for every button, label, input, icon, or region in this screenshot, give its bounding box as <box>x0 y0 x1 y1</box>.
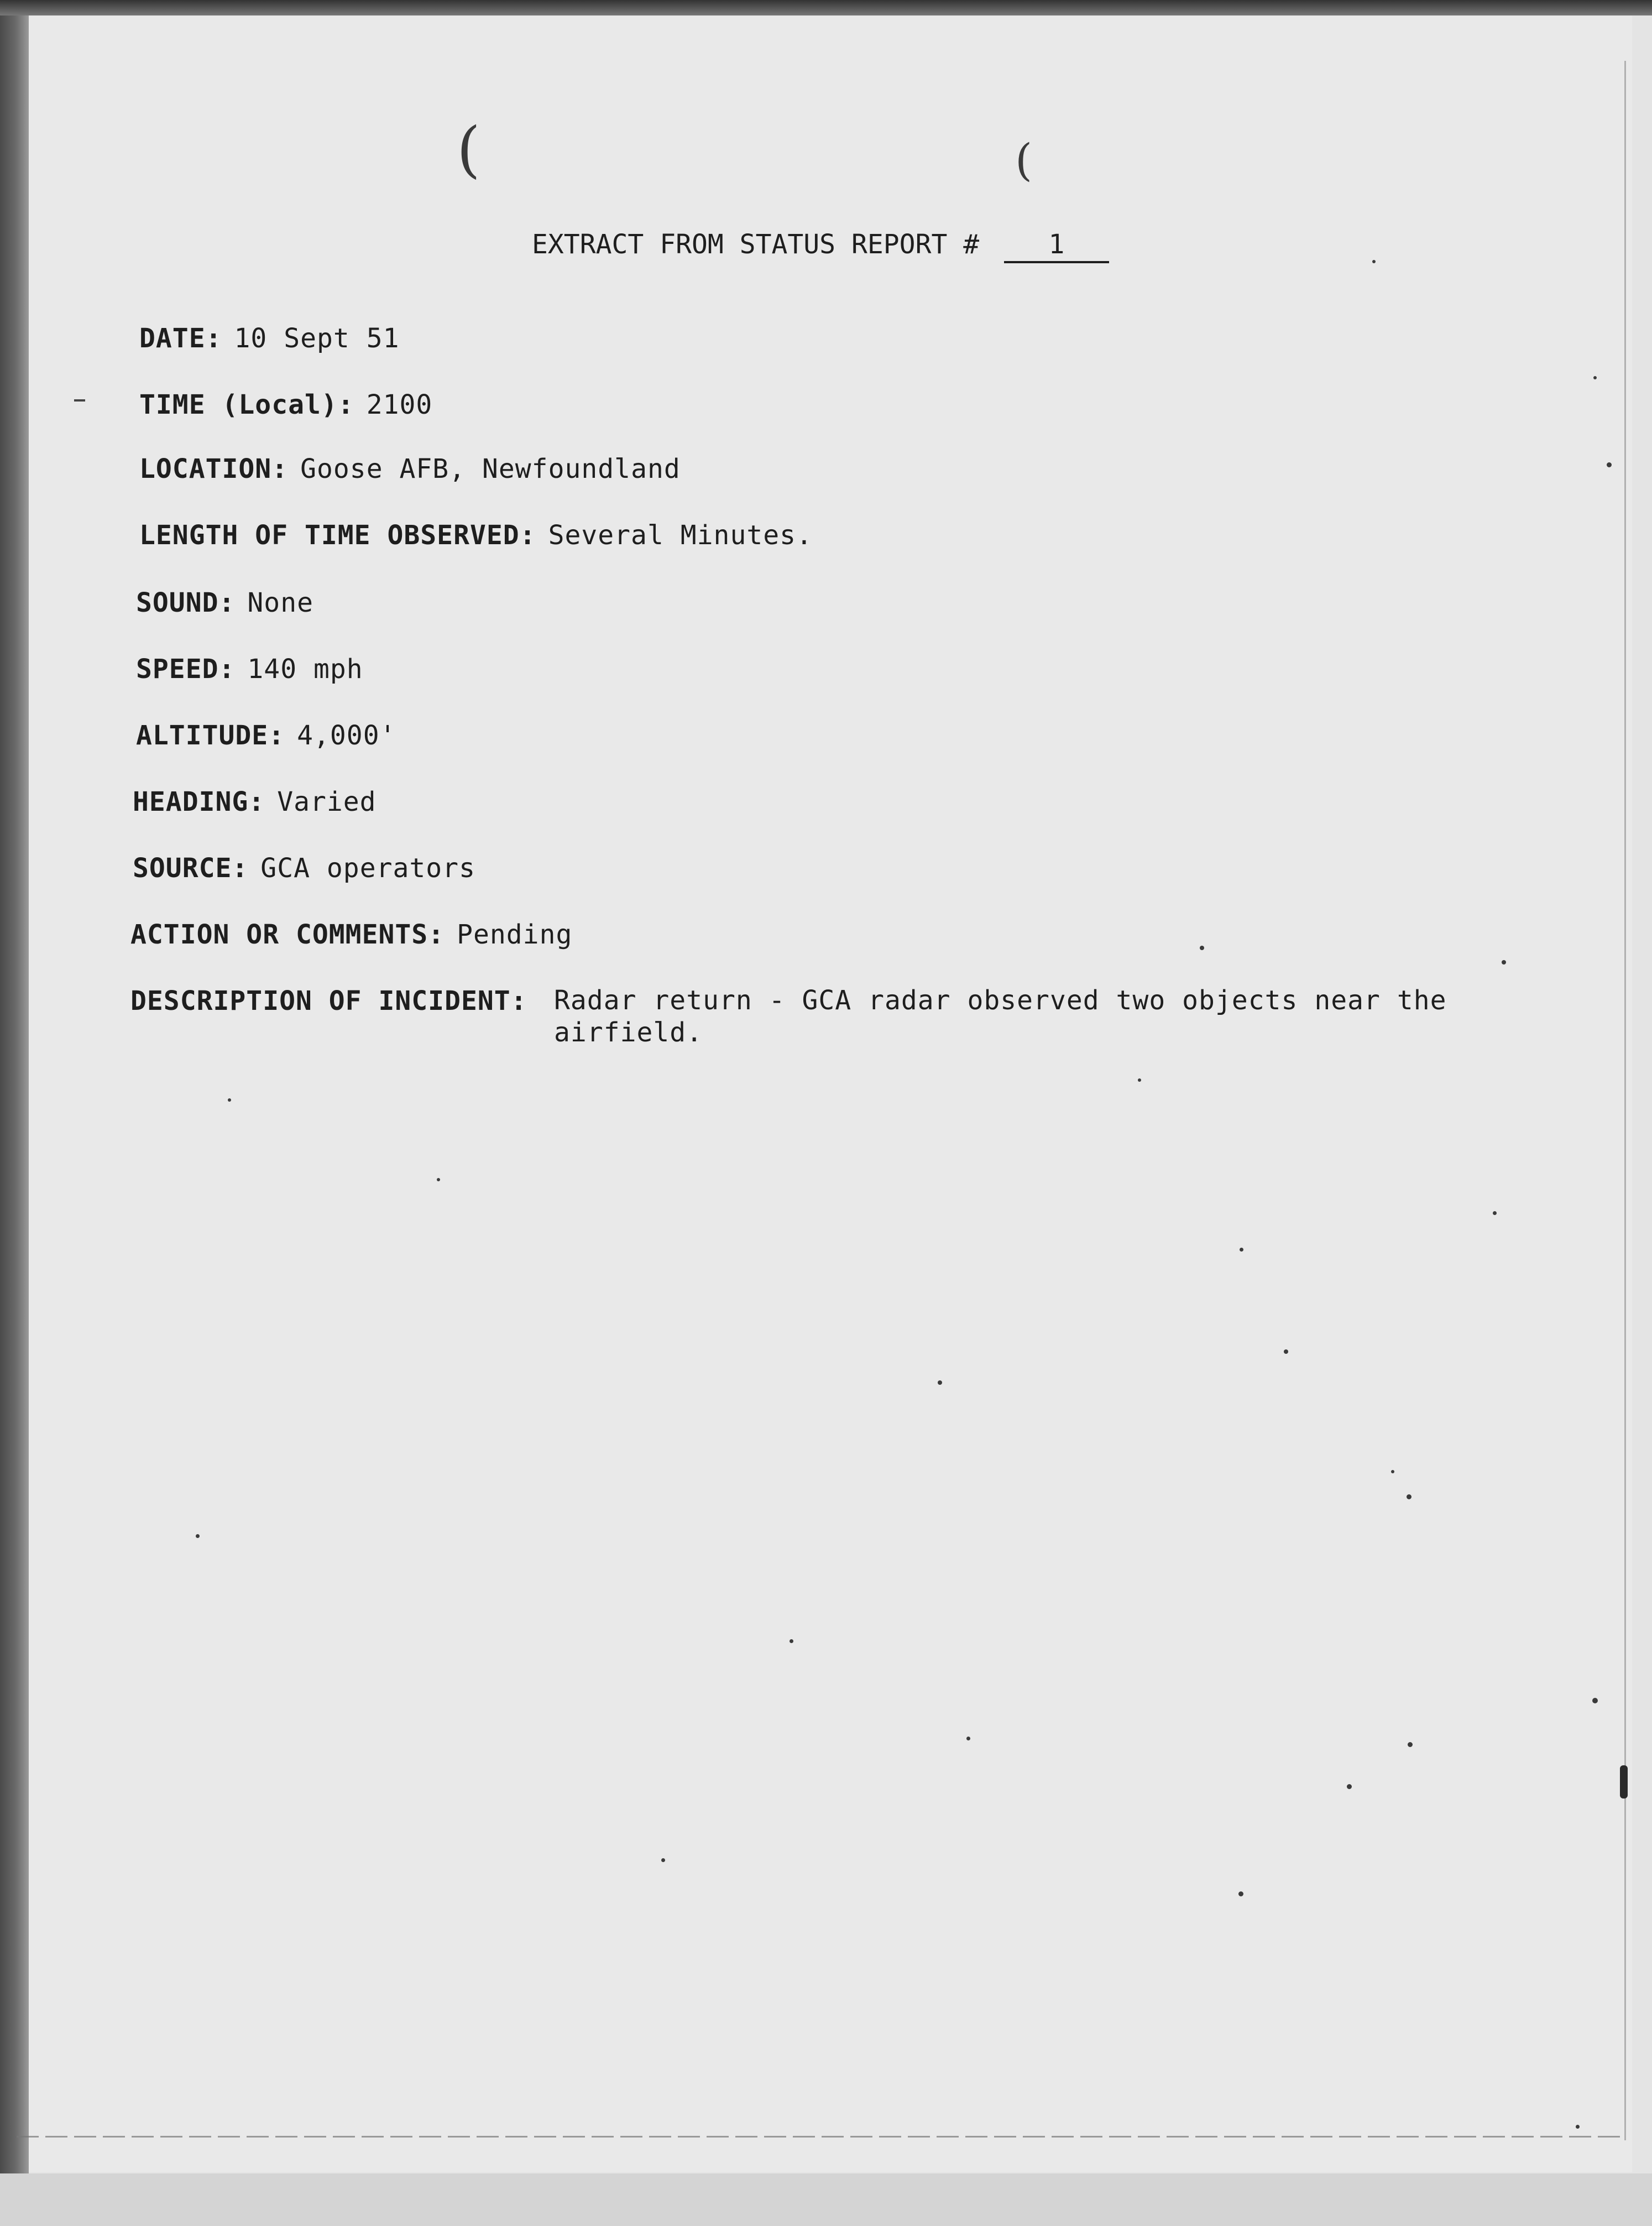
dust-speck <box>1372 260 1376 263</box>
dust-speck <box>228 1098 231 1102</box>
field-altitude <box>136 719 396 752</box>
field-label: LOCATION: <box>139 453 289 484</box>
field-value: GCA operators <box>260 853 475 884</box>
dust-speck <box>1284 1349 1288 1354</box>
dust-speck <box>1240 1248 1243 1252</box>
field-time <box>139 388 432 421</box>
dust-speck <box>1593 376 1597 379</box>
dust-speck <box>1592 1698 1598 1703</box>
dust-speck <box>790 1639 793 1643</box>
dust-speck <box>661 1858 665 1862</box>
field-value: Several Minutes. <box>548 520 813 551</box>
field-label: TIME (Local): <box>139 389 354 420</box>
dust-speck <box>1493 1211 1497 1215</box>
field-source <box>133 852 475 885</box>
dust-speck <box>1408 1742 1413 1747</box>
field-value: Goose AFB, Newfoundland <box>300 453 681 484</box>
page-right-border <box>1624 61 1626 2140</box>
field-value: 140 mph <box>247 654 363 685</box>
dust-speck <box>966 1737 970 1740</box>
field-label: HEADING: <box>133 786 265 817</box>
field-label: SOURCE: <box>133 853 249 884</box>
dust-speck <box>1347 1784 1352 1789</box>
field-value: 4,000' <box>297 720 396 751</box>
dust-speck <box>1138 1078 1141 1082</box>
field-label: SOUND: <box>136 587 236 618</box>
dust-speck <box>1200 946 1204 950</box>
field-length-of-time <box>139 519 813 552</box>
field-label: DESCRIPTION OF INCIDENT: <box>130 986 527 1016</box>
dust-speck <box>1407 1494 1411 1499</box>
field-value: None <box>247 587 313 618</box>
field-value: 10 Sept 51 <box>234 323 400 354</box>
dust-speck <box>1607 462 1612 467</box>
field-value: Pending <box>457 919 573 950</box>
dust-speck <box>1391 1470 1394 1473</box>
dust-speck <box>938 1380 942 1385</box>
field-label: ACTION OR COMMENTS: <box>130 919 445 950</box>
field-action-or-comments <box>130 918 572 951</box>
field-description-label <box>130 984 527 1018</box>
field-value: 2100 <box>366 389 433 420</box>
dust-speck <box>1502 960 1506 965</box>
dust-speck <box>1576 2125 1580 2129</box>
dust-speck <box>196 1534 200 1538</box>
dust-speck <box>1238 1891 1243 1896</box>
margin-dash-mark <box>74 399 85 402</box>
field-sound <box>136 586 313 619</box>
scan-bottom-strip <box>0 2173 1652 2226</box>
field-label: LENGTH OF TIME OBSERVED: <box>139 520 536 551</box>
scan-left-edge <box>0 0 29 2226</box>
field-heading <box>133 785 377 819</box>
scan-top-edge <box>0 0 1652 15</box>
punch-mark-right: ( <box>1015 134 1033 186</box>
report-title: EXTRACT FROM STATUS REPORT # <box>532 229 980 260</box>
edge-clip-mark <box>1620 1765 1628 1798</box>
field-value: Varied <box>277 786 377 817</box>
field-label: DATE: <box>139 323 222 354</box>
field-label: SPEED: <box>136 654 236 685</box>
punch-mark-left: ( <box>457 114 480 185</box>
field-date <box>139 322 399 355</box>
dust-speck <box>437 1178 440 1181</box>
field-speed <box>136 653 363 686</box>
field-label: ALTITUDE: <box>136 720 285 751</box>
report-number: 1 <box>1004 228 1109 263</box>
field-description-value: Radar return - GCA radar observed two objects near the airfield. <box>554 985 1447 1048</box>
field-location <box>139 452 681 486</box>
page-bottom-border <box>17 2136 1620 2138</box>
